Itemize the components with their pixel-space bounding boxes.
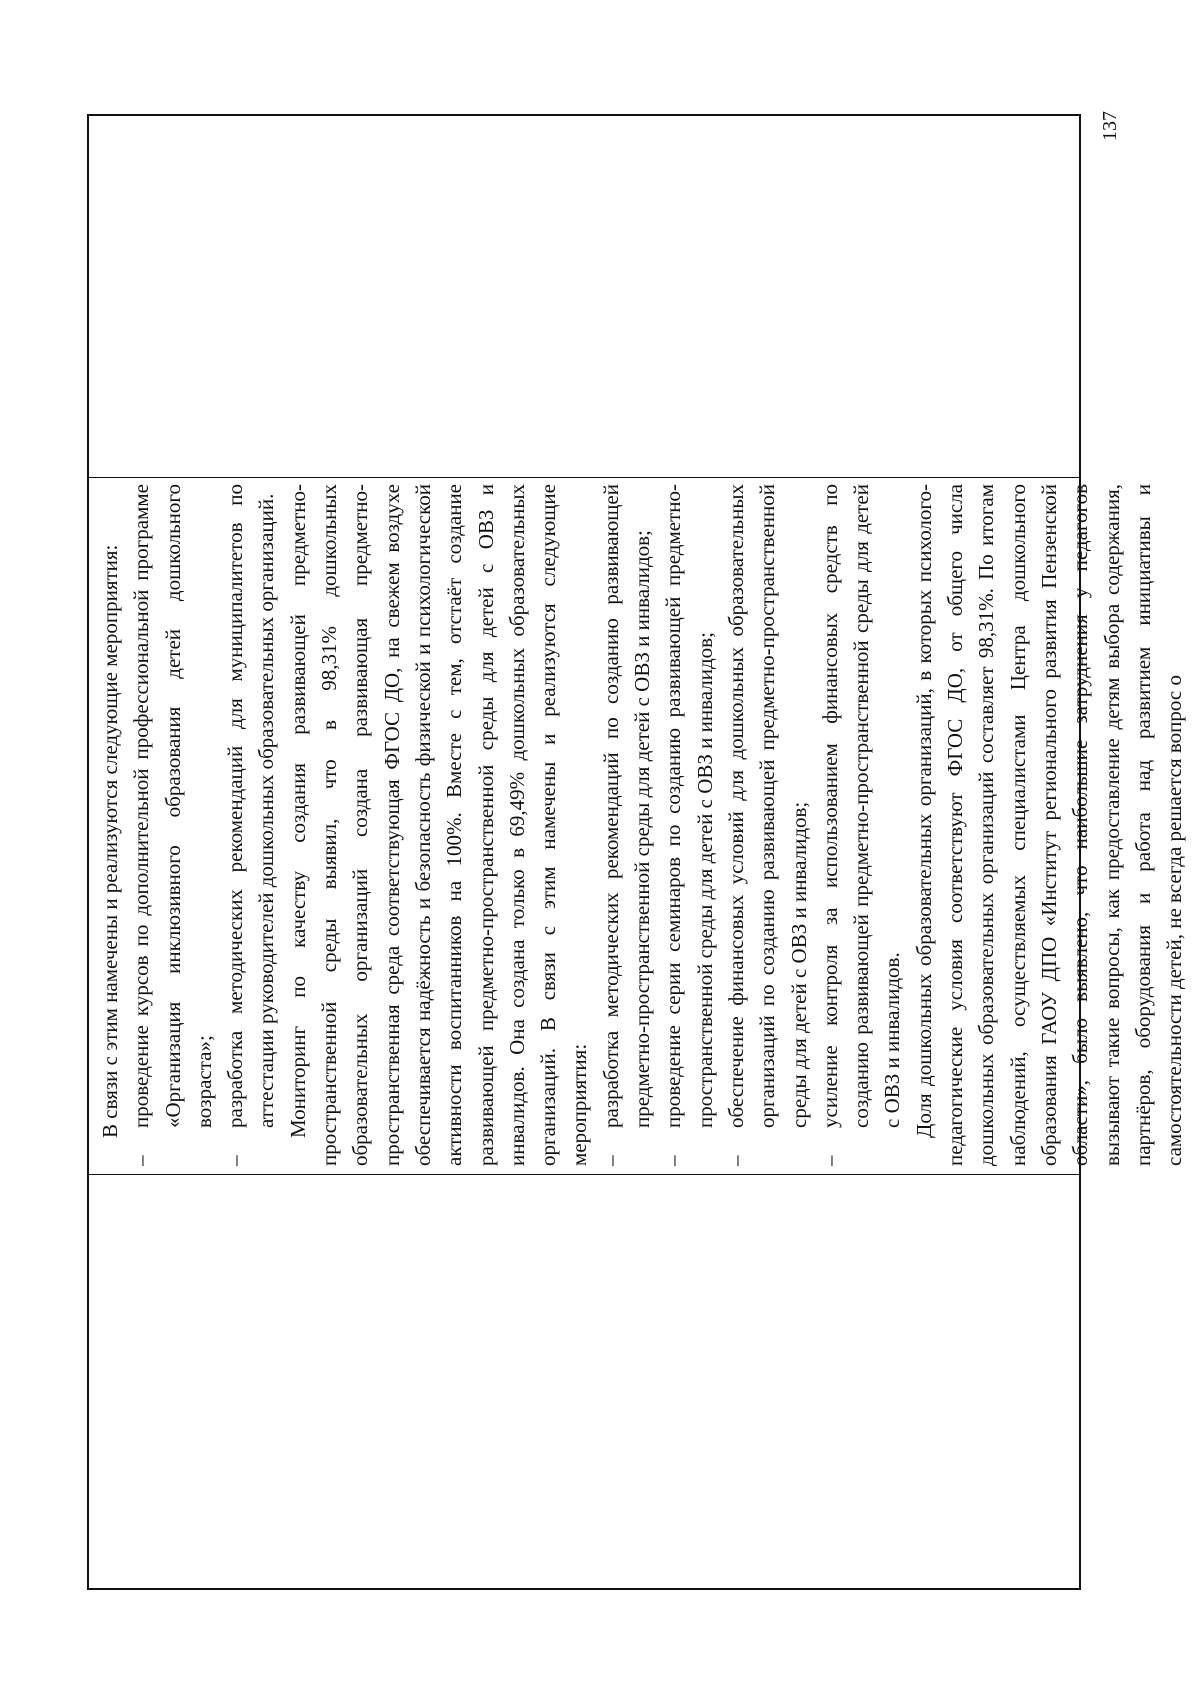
list-dash: –	[661, 1155, 686, 1166]
list-item	[658, 484, 721, 1166]
table-cell-content	[89, 477, 1187, 1174]
list-dash: –	[723, 1155, 748, 1166]
list-item	[721, 484, 815, 1166]
list-item	[815, 484, 909, 1166]
monitoring-paragraph: Мониторинг по качеству создания развивающей предметно-пространственной среды выявил, что в 98,31% дошкольных образовательных организаций создана развивающая предметно-пространственная среда соответствующая ФГОС ДО, на свежем воздухе обеспечивается надёжность и безопасность физической и психологической активности воспитанников на 100%. Вместе с тем, отстаёт создание развивающей предметно-пространственной среды для детей с ОВЗ и инвалидов. Она создана только в 69,49% дошкольных образовательных организаций. В связи с этим намечены и реализуются следующие мероприятия:	[285, 484, 592, 1166]
list-item-text: усиление контроля за использованием финансовых средств по созданию развивающей предметно-пространственной среды для детей с ОВЗ и инвалидов.	[817, 484, 905, 1128]
list-item	[220, 484, 283, 1166]
page-number: 137	[1099, 111, 1121, 141]
list-dash: –	[223, 1155, 248, 1166]
table-cell-right-empty	[89, 116, 1079, 477]
list-item-text: проведение серии семинаров по созданию развивающей предметно-пространственной среды для детей с ОВЗ и инвалидов;	[661, 484, 717, 1128]
list-item-text: проведение курсов по дополнительной профессиональной программе «Организация инклюзивного образования детей дошкольного возраста»;	[129, 484, 216, 1128]
intro-paragraph: В связи с этим намечены и реализуются следующие мероприятия:	[98, 544, 122, 1138]
list-item-text: разработка методических рекомендаций по созданию развивающей предметно-пространственной среды для детей с ОВЗ и инвалидов;	[598, 484, 655, 1128]
list-dash: –	[817, 1155, 842, 1166]
list-item	[596, 484, 659, 1166]
list-dash: –	[598, 1155, 623, 1166]
conditions-paragraph: Доля дошкольных образовательных организаций, в которых психолого-педагогические условия соответствуют ФГОС ДО, от общего числа дошкольных образовательных организаций составляет 98,31%. По итогам наблюдений, осуществляемых специалистами Центра дошкольного образования ГАОУ ДПО «Институт регионального развития Пензенской области», было выявлено, что наибольшие затруднения у педагогов вызывают такие вопросы, как предоставление детям выбора содержания, партнёров, оборудования и работа над развитием инициативы и самостоятельности детей, не всегда решается вопрос о	[911, 484, 1187, 1166]
list-item-text: разработка методических рекомендаций для муниципалитетов по аттестации руководителей дошкольных образовательных организаций.	[223, 484, 279, 1128]
list-dash: –	[129, 1155, 154, 1166]
list-item	[126, 484, 220, 1166]
list-item-text: обеспечение финансовых условий для дошкольных образовательных организаций по созданию развивающей предметно-пространственной среды для детей с ОВЗ и инвалидов;	[723, 484, 811, 1128]
table-cell-left-empty	[89, 1174, 1079, 1588]
